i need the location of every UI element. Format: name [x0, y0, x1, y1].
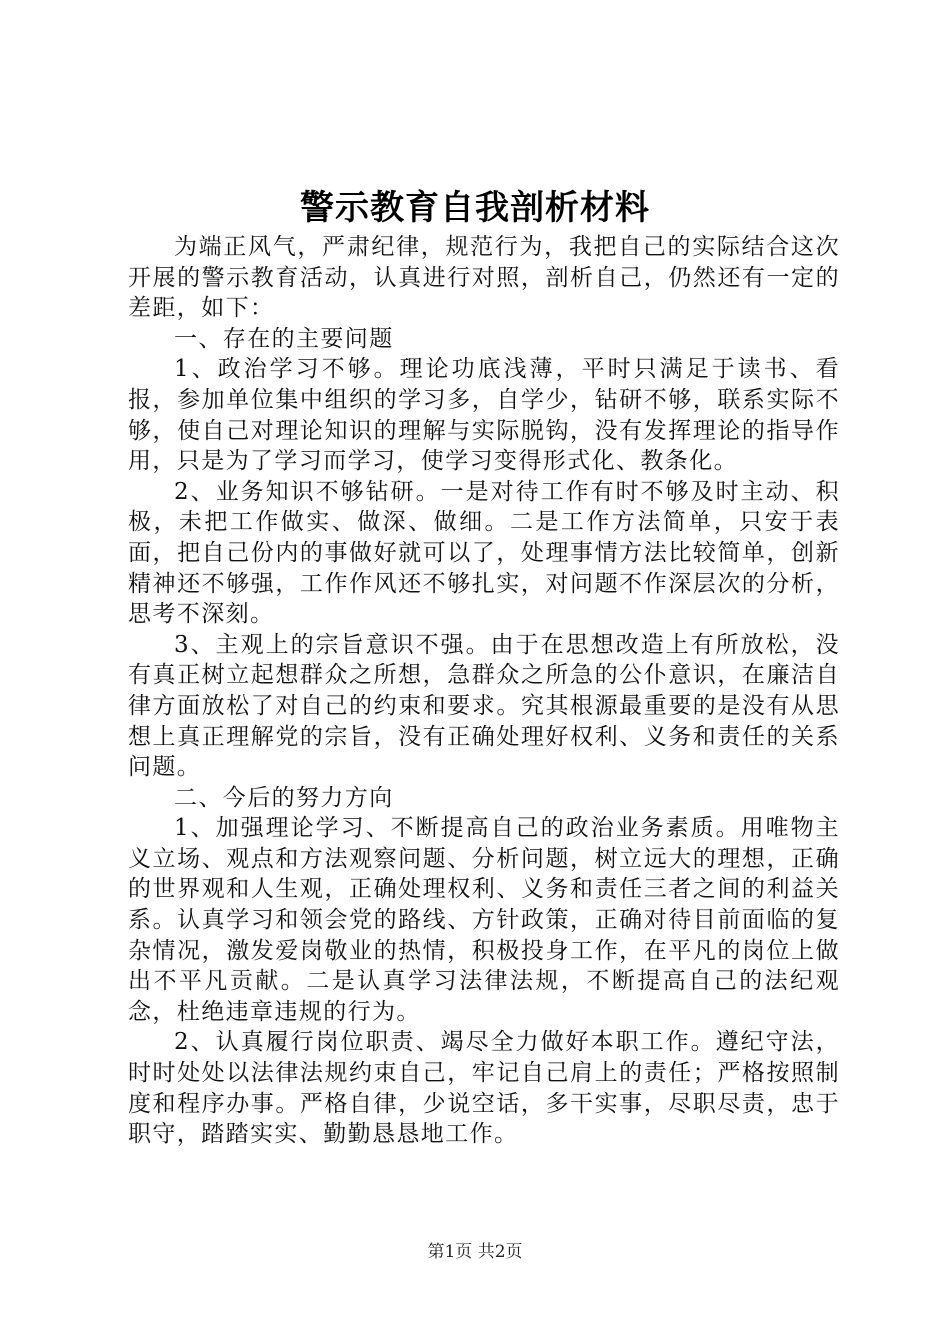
section-heading-direction: 二、今后的努力方向: [174, 784, 394, 811]
document-title: 警示教育自我剖析材料: [300, 188, 650, 228]
section-heading-problems: 一、存在的主要问题: [174, 325, 394, 352]
paragraph-problem-2: 2、业务知识不够钻研。一是对待工作有时不够及时主动、积极，未把工作做实、做深、做细。二是工作方法简单，只安于表面，把自己份内的事做好就可以了，处理事情方法比较简单，创新精神还不够强，工作作风还不够扎实，对问题不作深层次的分析，思考不深刻。: [128, 478, 840, 628]
paragraph-direction-1: 1、加强理论学习、不断提高自己的政治业务素质。用唯物主义立场、观点和方法观察问题、分析问题，树立远大的理想，正确的世界观和人生观，正确处理权利、义务和责任三者之间的利益关系。认真学习和领会党的路线、方针政策，正确对待目前面临的复杂情况，激发爱岗敬业的热情，积极投身工作，在平凡的岗位上做出不平凡贡献。二是认真学习法律法规，不断提高自己的法纪观念，杜绝违章违规的行为。: [128, 815, 840, 1025]
document-body: [128, 232, 840, 1150]
paragraph-problem-3: 3、主观上的宗旨意识不强。由于在思想改造上有所放松，没有真正树立起想群众之所想，急群众之所急的公仆意识，在廉洁自律方面放松了对自己的约束和要求。究其根源最重要的是没有从思想上真正理解党的宗旨，没有正确处理好权利、义务和责任的关系问题。: [128, 631, 840, 781]
paragraph-problem-1: 1、政治学习不够。理论功底浅薄，平时只满足于读书、看报，参加单位集中组织的学习多，自学少，钻研不够，联系实际不够，使自己对理论知识的理解与实际脱钩，没有发挥理论的指导作用，只是为了学习而学习，使学习变得形式化、教条化。: [128, 356, 840, 475]
page-footer: 第1页 共2页: [427, 1242, 523, 1262]
paragraph-direction-2: 2、认真履行岗位职责、竭尽全力做好本职工作。遵纪守法，时时处处以法律法规约束自己，牢记自己肩上的责任；严格按照制度和程序办事。严格自律，少说空话，多干实事，尽职尽责，忠于职守，踏踏实实、勤勤恳恳地工作。: [128, 1029, 840, 1148]
paragraph-intro: 为端正风气，严肃纪律，规范行为，我把自己的实际结合这次开展的警示教育活动，认真进行对照，剖析自己，仍然还有一定的差距，如下：: [128, 234, 840, 322]
